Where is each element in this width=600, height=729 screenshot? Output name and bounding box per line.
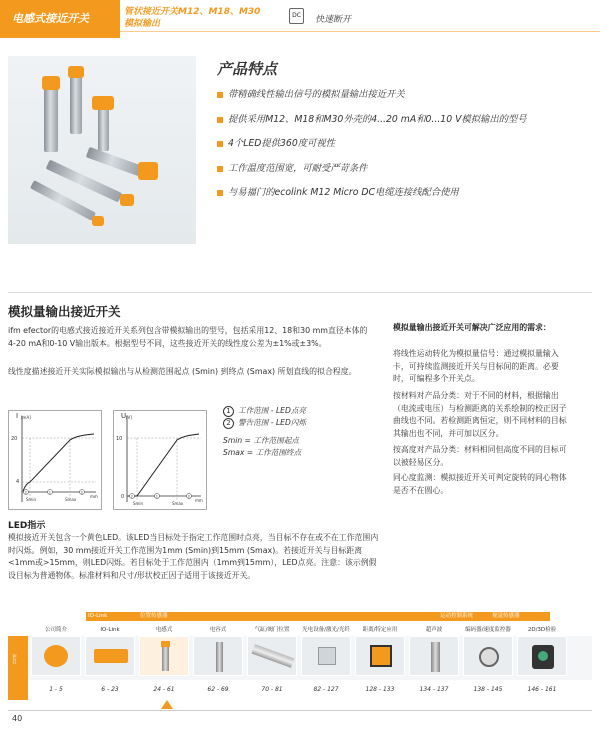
y-tick-label: 20 [11,436,18,442]
y-axis-label: I [16,412,19,420]
feature-item: 带精确线性输出信号的模拟量输出接近开关 [216,83,596,108]
quick-disconnect-label: 快速断开 [315,15,352,25]
x-tick-label: Smin [26,497,37,502]
y-tick-label: 4 [16,479,20,485]
x-tick-label: Smax [65,497,77,502]
feature-item: 与易福门的ecolink M12 Micro DC电缆连接线配合使用 [216,181,596,206]
current-output-chart [8,410,102,510]
header-title: 电感式接近开关 [12,12,89,25]
distance-sensor-icon [355,636,405,676]
side-paragraph: 同心度监测：模拟接近开关可判定旋转的同心物体是否不在圆心。 [393,473,567,495]
feature-item: 提供采用M12、M18和M30外壳的4...20 mA和0...10 V模拟输出的型号 [216,108,596,133]
x-tick-label: Smin [133,501,144,506]
y-axis-unit: [mA] [21,415,31,420]
voltage-output-chart [113,410,207,510]
intro-paragraph: ifm efector的电感式接近接近开关系列包含带模拟输出的型号，包括采用12、18和30 mm直径本体的4-20 mA和0-10 V输出版本。根据型号不同，这些接近开关的线性度公差为±1%或±3%。 [8,326,368,348]
y-axis-label: U [121,412,127,420]
nav-tag-position: 位置传感器 [138,612,438,621]
zone-label: 2 [187,494,191,499]
footer-divider [8,710,592,711]
company-logo-icon [31,636,81,676]
inductive-sensor-icon [139,636,189,676]
side-paragraph: 按高度对产品分类：材料相同但高度不同的目标可以被轻易区分。 [393,445,567,467]
nav-item-iolink[interactable]: IO-Link 6 - 23 [84,624,136,693]
chart-frame [9,411,102,510]
nav-item-vision[interactable]: 2D/3D检验 146 - 161 [516,624,568,693]
legend-item: 2 警告范围 - LED闪烁 [223,417,306,429]
legend-item: 1 工作范围 - LED点亮 [223,405,306,417]
x-axis-unit: mm [195,498,203,503]
nav-item-company[interactable]: 公司简介 1 - 5 [30,624,82,693]
nav-item-inductive[interactable]: 电感式 24 - 61 [138,624,190,693]
capacitive-sensor-icon [193,636,243,676]
encoder-icon [463,636,513,676]
linearity-paragraph: 线性度描述接近开关实际模拟输出与从检测范围起点 (Smin) 到终点 (Smax) 所划直线的拟合程度。 [8,367,357,376]
side-heading: 模拟量输出接近开关可解决广泛应用的需求： [393,323,551,332]
nav-tag-motion: 运动控制系统 [438,612,490,621]
features-list [216,83,596,206]
side-paragraph: 按材料对产品分类：对于不同的材料，根据输出（电流或电压）与检测距离的关系绘制的校正因子曲线也不同。若检测距离恒定，则不同材料的目标其输出也不同，并可加以区分。 [393,391,567,438]
x-tick-label: Smax [172,501,184,506]
y-tick-label: 10 [116,436,123,442]
zone-label: 2 [130,494,134,499]
section-divider [8,292,592,293]
current-section-arrow-icon [161,700,173,709]
y-axis-unit: [V] [126,415,132,420]
photoelectric-sensor-icon [301,636,351,676]
nav-item-photoelectric[interactable]: 光电设备/激光/光纤 82 - 127 [302,627,350,693]
led-paragraph: 模拟接近开关包含一个黄色LED。该LED当目标处于指定工作范围时点亮，当目标不存在或不在工作范围内时闪烁。例如，30 mm接近开关工作范围为1mm (Smin)到15mm (Smax)。若接近开关与目标距离<1mm或>15mm，则LED闪烁。若目标处于工作范围内（1mm到15mm），LED点亮。注意：该示例假设目标为普通物体。标准材料和尺寸/形状校正因子适用于该接近开关。 [8,533,379,580]
led-heading: LED指示 [8,521,46,531]
nav-item-valve[interactable]: 气缸/阀门位置 70 - 81 [246,624,298,693]
header-subtitle: 管状接近开关M12、M18、M30 模拟输出 [124,7,261,29]
legend-smax: Smax = 工作范围终点 [223,448,302,457]
nav-item-distance[interactable]: 距离/特定应用 128 - 133 [354,624,406,693]
zone-label: 1 [48,490,52,495]
legend-smin: Smin = 工作范围起点 [223,436,299,445]
feature-item: 4个LED提供360度可视性 [216,132,596,157]
zone-label: 1 [155,494,159,499]
ultrasonic-sensor-icon [409,636,459,676]
catalog-navigation [8,612,592,707]
nav-item-capacitive[interactable]: 电容式 62 - 69 [192,624,244,693]
page-number: 40 [12,714,23,723]
page-header [0,0,600,38]
nav-tag-iolink: IO-Link [86,612,138,621]
section-heading: 模拟量输出接近开关 [8,304,121,319]
iolink-module-icon [85,636,135,676]
side-paragraph: 将线性运动转化为模拟量信号：通过模拟量输入卡，可持续监测接近开关与目标间的距离。必要时，可编程多个开关点。 [393,349,559,383]
features-title: 产品特点 [217,60,278,78]
chart-frame [114,411,207,510]
nav-tag-vision: 视觉传感器 [490,612,550,621]
feature-item: 工作温度范围宽，可耐受严苛条件 [216,157,596,182]
nav-item-encoder[interactable]: 编码器/速度监控器 138 - 145 [462,624,514,693]
y-tick-label: 0 [121,494,125,500]
nav-item-ultrasonic[interactable]: 超声波 134 - 137 [408,624,460,693]
zone-label: 2 [80,490,84,495]
product-photo [8,56,196,244]
header-divider [120,31,600,32]
zone-label: 2 [24,490,28,495]
dc-icon: DC [289,8,304,24]
chart-legend [223,405,306,459]
valve-sensor-icon [247,636,297,676]
x-axis-unit: mm [90,494,98,499]
vision-sensor-icon [517,636,567,676]
nav-side-tab: 目录 [8,636,28,700]
